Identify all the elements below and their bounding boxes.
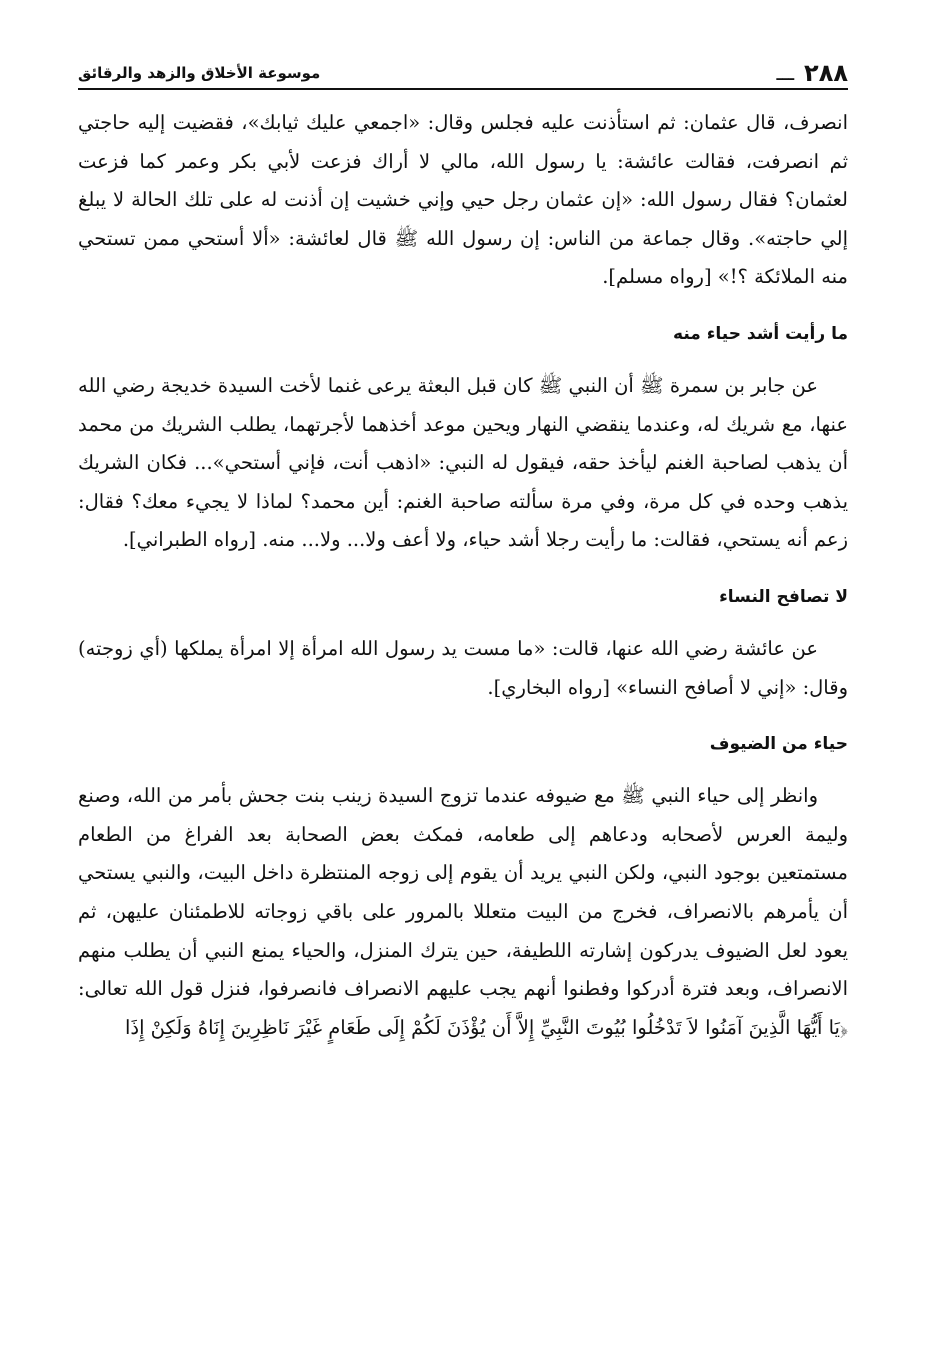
section-heading: ما رأيت أشد حياء منه — [673, 323, 848, 344]
section-paragraph: وانظر إلى حياء النبي ﷺ مع ضيوفه عندما تزوج السيدة زينب بنت جحش بأمر من الله، وصنع وليمة العرس لأصحابه ودعاهم إلى طعامه، فمكث بعض الصحابة بعد الفراغ من الطعام مستمتعين بوجود النبي، ولكن النبي يريد أن يقوم إلى زوجه المنتظرة داخل البيت، والنبي يستحي أن يأمرهم بالانصراف، فخرج من البيت متعللا بالمرور على باقي زوجاته للاطمئنان عليهن، ثم يعود لعل الضيوف يدركون إشارته اللطيفة، حين يترك المنزل، والحياء يمنع النبي أن يطلب منهم الانصراف، وبعد فترة أدركوا وفطنوا أنهم يجب عليهم الانصراف فانصرفوا، فنزل قول الله تعالى: ﴿يَا أَيُّهَا الَّذِينَ آمَنُوا لاَ تَدْخُلُوا بُيُوتَ النَّبِيِّ إِلاَّ أَن يُؤْذَنَ لَكُمْ إِلَى طَعَامٍ غَيْرَ نَاظِرِينَ إِنَاهُ وَلَكِنْ إِذَا — [78, 784, 848, 1039]
running-head — [78, 52, 848, 90]
section-paragraph: عن عائشة رضي الله عنها، قالت: «ما مست يد رسول الله امرأة إلا امرأة يملكها (أي زوجته) وقال: «إني لا أصافح النساء» [رواه البخاري]. — [78, 636, 848, 699]
book-title: موسوعة الأخلاق والزهد والرقائق — [78, 64, 321, 82]
continued-paragraph: انصرف، قال عثمان: ثم استأذنت عليه فجلس وقال: «اجمعي عليك ثيابك»، فقضيت إليه حاجتي ثم انصرفت، فقالت عائشة: يا رسول الله، مالي لا أراك فزعت لأبي بكر وعمر كما فزعت لعثمان؟ فقال رسول الله: «إن عثمان رجل حيي وإني خشيت إن أذنت له على تلك الحالة لا يبلغ إلي حاجته». وقال جماعة من الناس: إن رسول الله ﷺ قال لعائشة: «ألا أستحي ممن تستحي منه الملائكة ؟!» [رواه مسلم]. — [78, 111, 848, 289]
header-dash: ـــ — [776, 61, 795, 85]
section-heading: لا تصافح النساء — [719, 586, 848, 607]
page-number: ٢٨٨ — [804, 59, 848, 87]
page-content — [78, 104, 848, 1047]
book-page — [78, 52, 848, 1047]
section-heading: حياء من الضيوف — [709, 734, 848, 755]
section-paragraph: عن جابر بن سمرة ﷺ أن النبي ﷺ كان قبل البعثة يرعى غنما لأخت السيدة خديجة رضي الله عنها، مع شريك له، وعندما ينقضي النهار ويحين موعد أخذهما لأجرتهما، يطلب الشريك من محمد أن يذهب لصاحبة الغنم ليأخذ حقه، فيقول له النبي: «اذهب أنت، فإني أستحي»... فكان الشريك يذهب وحده في كل مرة، وفي مرة سألته صاحبة الغنم: أين محمد؟ لماذا لا يجيء معك؟ فقال: زعم أنه يستحي، فقالت: ما رأيت رجلا أشد حياء، ولا أعف ولا... ولا... منه. [رواه الطبراني]. — [78, 373, 849, 552]
